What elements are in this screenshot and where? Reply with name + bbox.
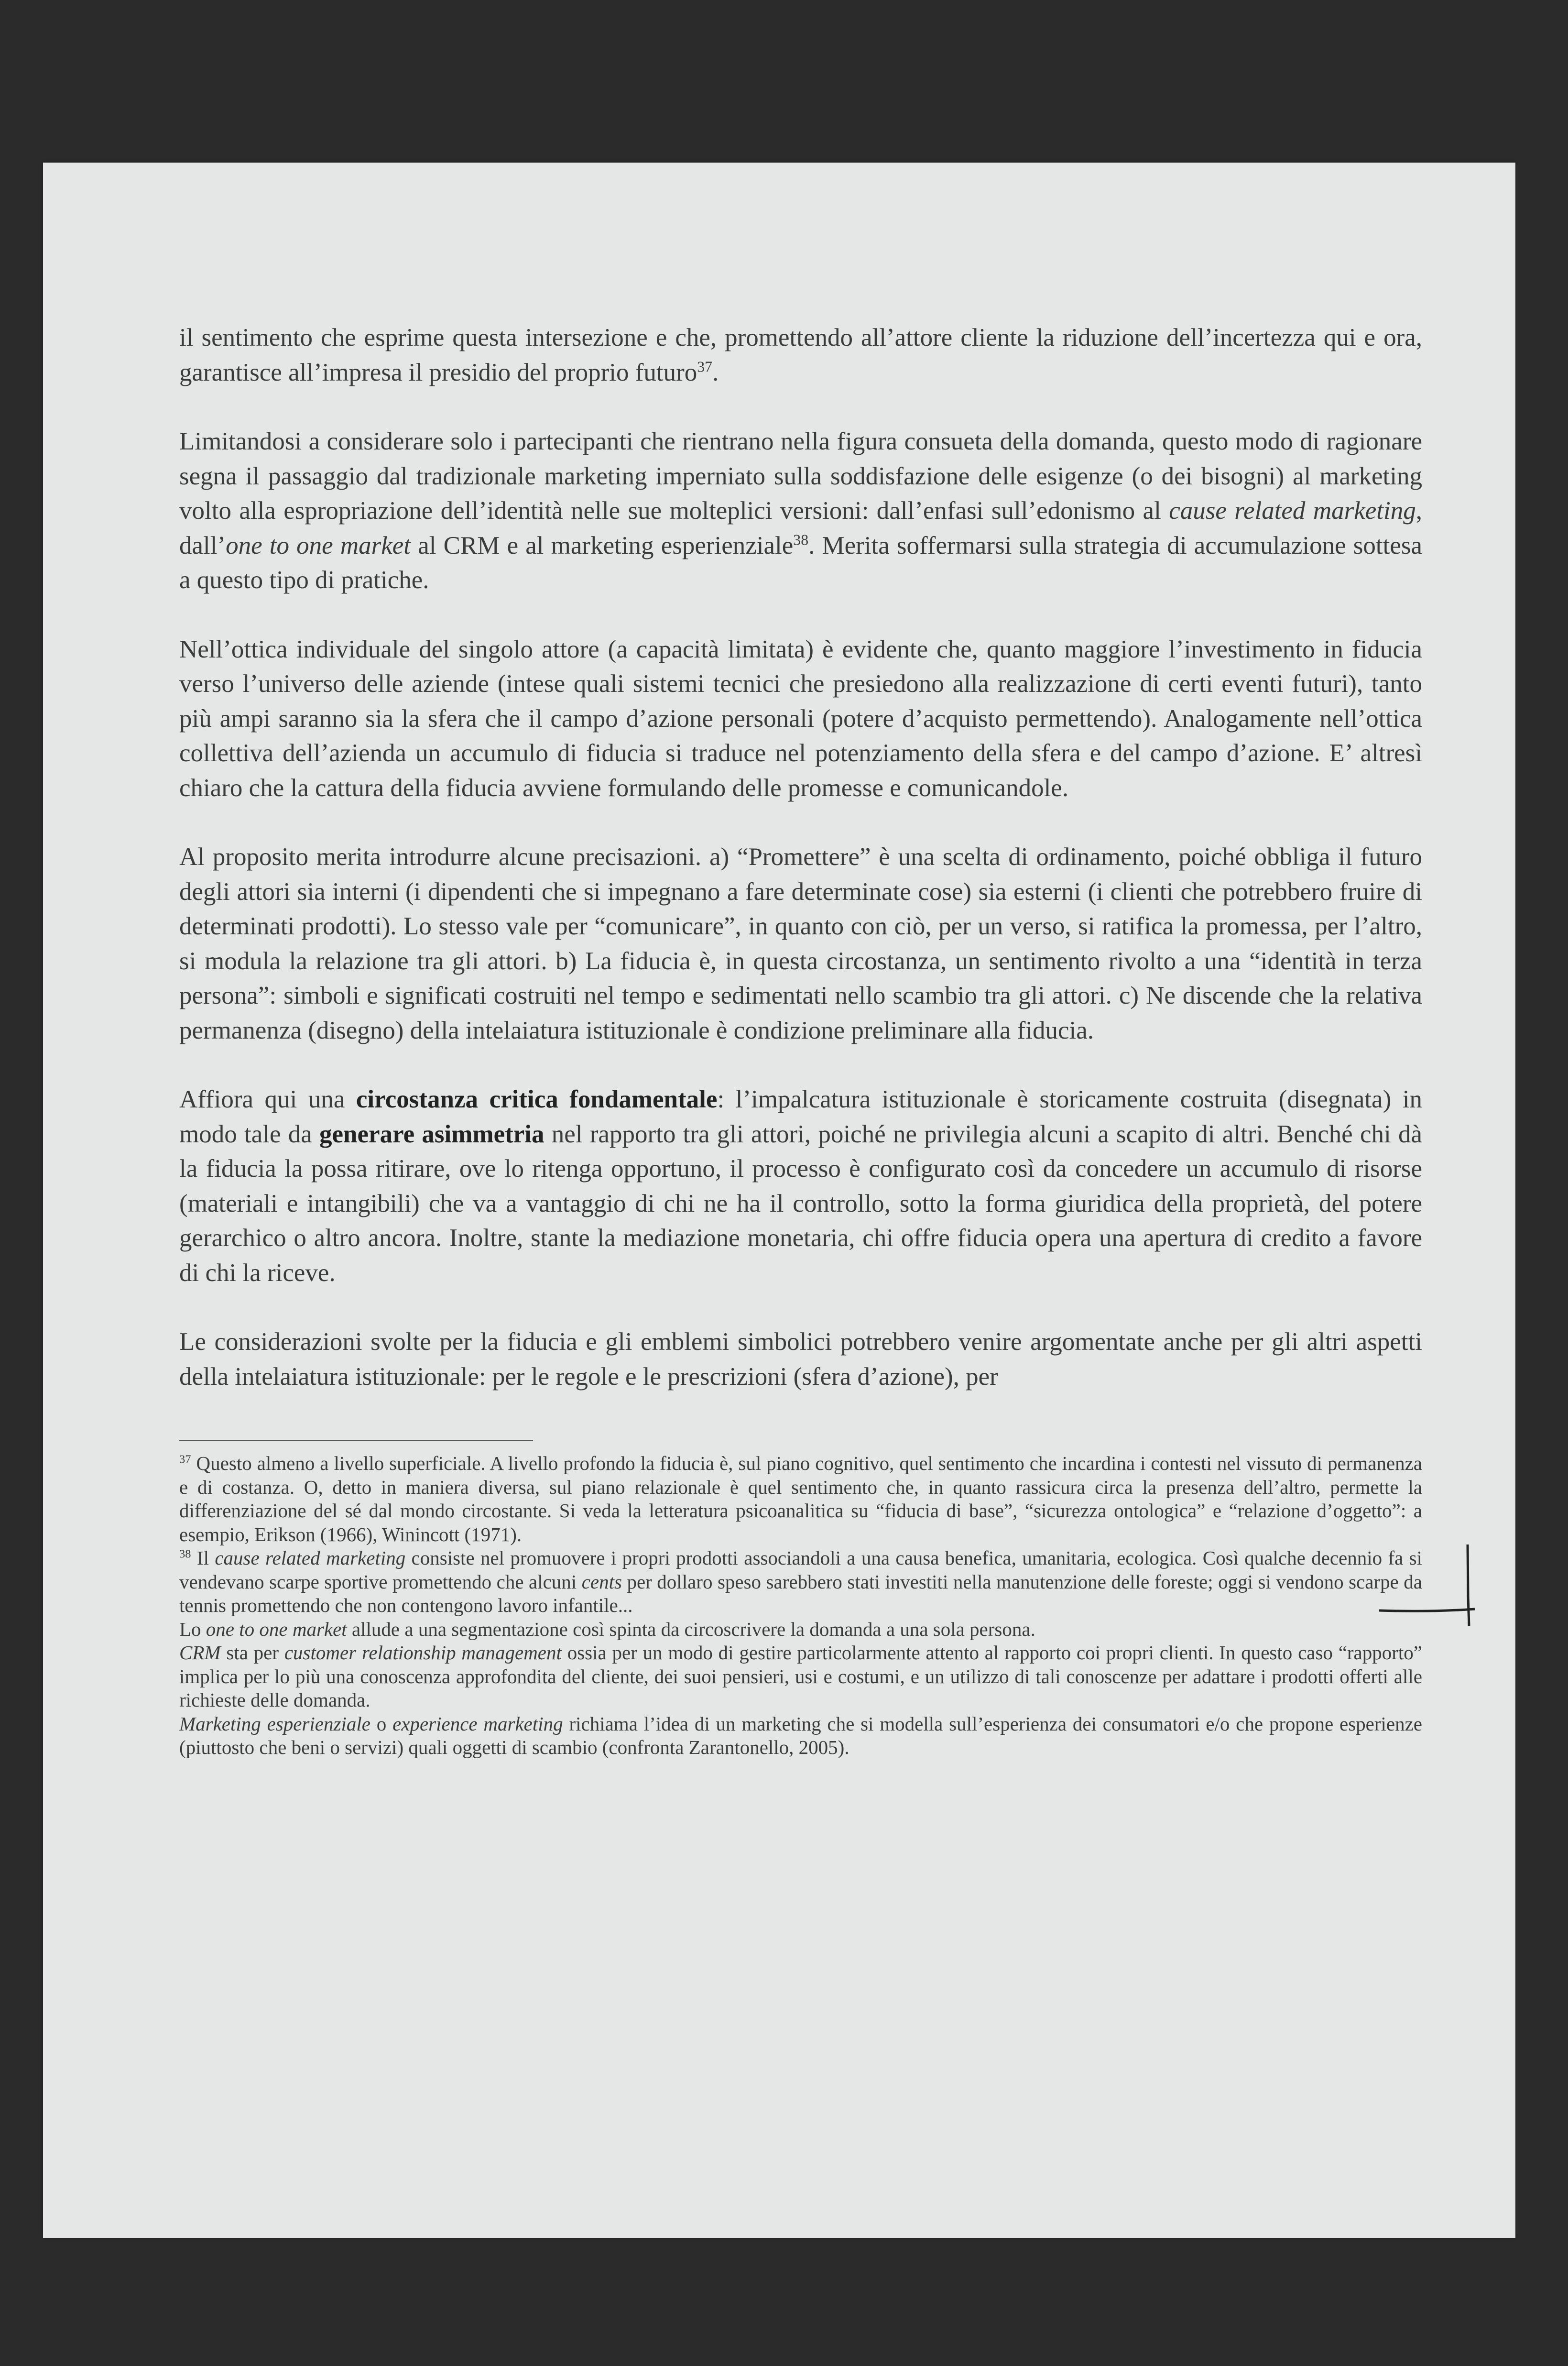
footnote-38-number: 38 xyxy=(179,1547,191,1561)
italic-one-to-one: one to one market xyxy=(226,531,411,559)
fn-l2-b: allude a una segmentazione così spinta da circoscrivere la domanda a una sola persona. xyxy=(347,1618,1035,1640)
footnote-38-text-c: per dollaro speso sarebbero stati investiti nella manutenzione delle foreste; oggi si vendono scarpe da tennis promettendo che non contengono lavoro infantile... xyxy=(179,1570,1422,1616)
handwritten-margin-mark xyxy=(1379,1540,1494,1631)
paragraph-2-text-b: , dall’ xyxy=(179,497,1422,559)
fn-l4-b: richiama l’idea di un marketing che si modella sull’esperienza dei consumatori e/o che propone esperienze (piuttosto che beni o servizi) quali oggetti di scambio (confronta Zarantonello, 2005). xyxy=(179,1712,1422,1758)
fn-l4-italic-2: experience marketing xyxy=(392,1712,563,1735)
paragraph-2-text: Limitandosi a considerare solo i partecipanti che rientrano nella figura consueta della domanda, questo modo di ragionare segna il passaggio dal tradizionale marketing imperniato sulla soddisfazione delle esigenze (o dei bisogni) al marketing volto alla espropriazione dell’identità nelle sue molteplici versioni: dall’enfasi sull’edonismo al xyxy=(179,427,1422,525)
footnote-38-line-crm xyxy=(179,1641,1422,1712)
footnote-38-text-b: consiste nel promuovere i propri prodotti associandoli a una causa benefica, umanitaria, ecologica. Così qualche decennio fa si vendevano scarpe sportive promettendo che alcuni xyxy=(179,1547,1422,1593)
fn-l3-crm: CRM xyxy=(179,1642,221,1664)
paragraph-1 xyxy=(179,320,1422,390)
footnote-37-number: 37 xyxy=(179,1453,191,1466)
page-content xyxy=(179,320,1422,1760)
paragraph-3: Nell’ottica individuale del singolo attore (a capacità limitata) è evidente che, quanto maggiore l’investimento in fiducia verso l’universo delle aziende (intese quali sistemi tecnici che presiedono alla realizzazione di certi eventi futuri), tanto più ampi saranno sia la sfera che il campo d’azione personali (potere d’acquisto permettendo). Analogamente nell’ottica collettiva dell’azienda un accumulo di fiducia si traduce nel potenziamento della sfera e del campo d’azione. E’ altresì chiaro che la cattura della fiducia avviene formulando delle promesse e comunicandole. xyxy=(179,635,1422,802)
footnote-38-italic-1: cause related marketing xyxy=(215,1547,406,1569)
footnote-37-text: Questo almeno a livello superficiale. A livello profondo la fiducia è, sul piano cognitivo, quel sentimento che incardina i contesti nel vissuto di permanenza e di costanza. O, detto in maniera diversa, sul piano relazionale è quel sentimento che, in quanto rassicura circa la presenza dell’altro, permette la differenziazione del sé dal mondo circostante. Si veda la letteratura psicoanalitica su “fiducia di base”, “sicurezza ontologica” e “relazione d’oggetto”: a esempio, Erikson (1966), Winincott (1971). xyxy=(179,1452,1422,1545)
fn-l2-a: Lo xyxy=(179,1618,206,1640)
footnote-38-italic-cents: cents xyxy=(581,1570,622,1593)
paragraph-5-text-b: : l’impalcatura istituzionale è storicamente costruita (disegnata) in modo tale da xyxy=(179,1085,1423,1148)
paragraph-1-text: il sentimento che esprime questa intersezione e che, promettendo all’attore cliente la riduzione dell’incertezza qui e ora, garantisce all’impresa il presidio del proprio futuro xyxy=(179,324,1422,386)
paragraph-2-text-c: al CRM e al marketing esperienziale xyxy=(411,531,794,559)
footnote-38-line-experience xyxy=(179,1712,1422,1760)
fn-l3-b: sta per xyxy=(220,1642,284,1664)
fn-l4-a: o xyxy=(370,1712,393,1735)
paper-sheet xyxy=(43,163,1515,2238)
paragraph-5 xyxy=(179,1082,1422,1290)
footnote-ref-38: 38 xyxy=(793,531,809,548)
footnote-37 xyxy=(179,1452,1422,1546)
fn-l4-italic-1: Marketing esperienziale xyxy=(179,1712,370,1735)
fn-l3-italic: customer relationship management xyxy=(284,1642,562,1664)
footnote-separator xyxy=(179,1440,533,1441)
fn-l2-italic: one to one market xyxy=(206,1618,347,1640)
fn-l3-c: ossia per un modo di gestire particolarmente attento al rapporto coi propri clienti. In questo caso “rapporto” implica per lo più una conoscenza approfondita del cliente, dei suoi pensieri, usi e costumi, e un utilizzo di tali conoscenze per adattare i prodotti offerti alle richieste delle domanda. xyxy=(179,1642,1423,1711)
paragraph-2 xyxy=(179,424,1422,598)
bold-asimmetria: generare asimmetria xyxy=(319,1120,544,1148)
bold-circostanza: circostanza critica fondamentale xyxy=(356,1085,718,1113)
paragraph-4: Al proposito merita introdurre alcune precisazioni. a) “Promettere” è una scelta di ordinamento, poiché obbliga il futuro degli attori sia interni (i dipendenti che si impegnano a fare determinate cose) sia esterni (i clienti che potrebbero fruire di determinati prodotti). Lo stesso vale per “comunicare”, in quanto con ciò, per un verso, si ratifica la promessa, per l’altro, si modula la relazione tra gli attori. b) La fiducia è, in questa circostanza, un sentimento rivolto a una “identità in terza persona”: simboli e significati costruiti nel tempo e sedimentati nello scambio tra gli attori. c) Ne discende che la relativa permanenza (disegno) della intelaiatura istituzionale è condizione preliminare alla fiducia. xyxy=(179,843,1422,1044)
footnote-38-line-one-to-one xyxy=(179,1618,1422,1642)
footnote-38 xyxy=(179,1546,1422,1618)
paragraph-1-end: . xyxy=(712,358,719,386)
italic-cause-related: cause related marketing xyxy=(1169,497,1416,525)
paragraph-2-text-d: . Merita soffermarsi sulla strategia di accumulazione sottesa a questo tipo di pratiche. xyxy=(179,531,1423,594)
paragraph-6: Le considerazioni svolte per la fiducia e gli emblemi simbolici potrebbero venire argomentate anche per gli altri aspetti della intelaiatura istituzionale: per le regole e le prescrizioni (sfera d’azione), per xyxy=(179,1328,1422,1391)
footnote-38-text: Il xyxy=(191,1547,215,1569)
paragraph-5-text-c: nel rapporto tra gli attori, poiché ne privilegia alcuni a scapito di altri. Benché chi dà la fiducia la possa ritirare, ove lo ritenga opportuno, il processo è configurato così da concedere un accumulo di risorse (materiali e intangibili) che va a vantaggio di chi ne ha il controllo, sotto la forma giuridica della proprietà, del potere gerarchico o altro ancora. Inoltre, stante la mediazione monetaria, chi offre fiducia opera una apertura di credito a favore di chi la riceve. xyxy=(179,1120,1422,1287)
paragraph-5-text: Affiora qui una xyxy=(179,1085,356,1113)
footnote-ref-37: 37 xyxy=(697,358,713,375)
